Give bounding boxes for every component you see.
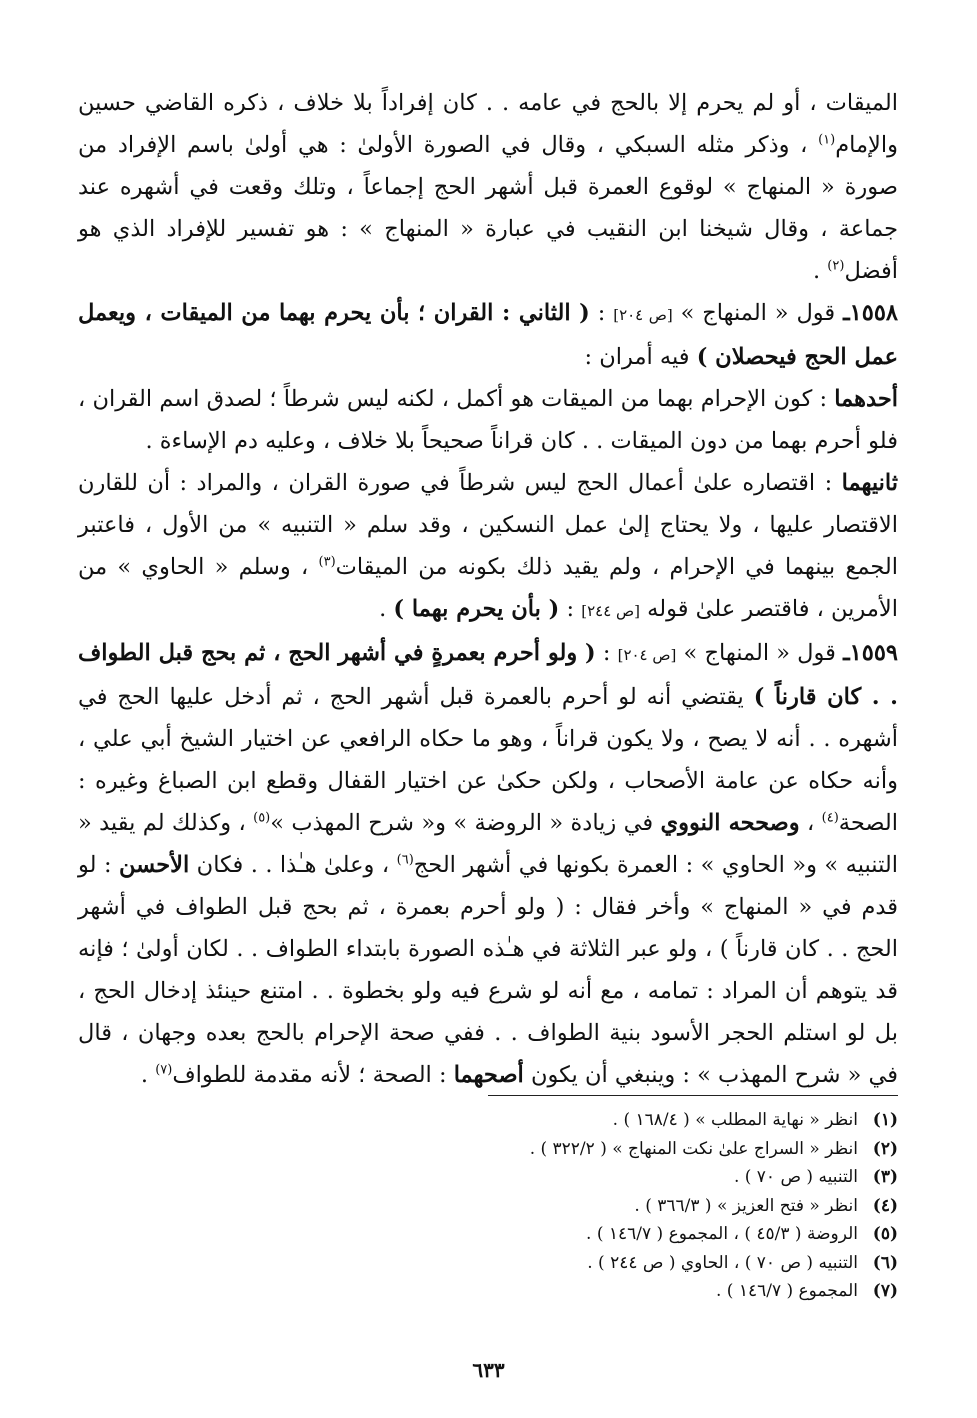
keyword-heading: أحدهما <box>834 386 898 412</box>
footnote-text: انظر « السراج علىٰ نكت المنهاج » ( ٣٢٢/٢ ) . <box>529 1138 858 1159</box>
page-reference: [ص ٢٠٤] <box>613 306 673 324</box>
text-run: ، وكذلك لم يقيد « التنبيه » و« الحاوي » : العمرة بكونها في أشهر الحج <box>78 810 898 878</box>
footnote-ref-7[interactable]: (٧) <box>155 1062 173 1078</box>
footnote-4 <box>78 1192 898 1221</box>
text-run: ، وعلىٰ هـٰذا . . فكان <box>189 852 397 878</box>
text-run: قول « المنهاج » <box>676 640 844 666</box>
footnote-text: انظر « فتح العزيز » ( ٣٦٦/٣ ) . <box>634 1195 858 1216</box>
keyword-heading: ثانيهما <box>841 470 898 496</box>
text-run: : كون الإحرام بهما من الميقات هو أكمل ، لكنه ليس شرطاً ؛ لصدق اسم القران ، فلو أحرم بهما من دون الميقات . . كان قراناً صحيحاً بلا خلاف ، وعليه دم الإساءة . <box>78 386 898 454</box>
page-reference: [ص ٢٤٤] <box>581 602 641 620</box>
footnote-number: (٢) <box>872 1138 898 1159</box>
footnote-number: (١) <box>872 1110 898 1130</box>
footnote-6 <box>78 1249 898 1278</box>
paragraph-second-point <box>78 462 898 632</box>
footnote-1 <box>78 1106 898 1135</box>
text-run: . <box>812 258 828 284</box>
paragraph-first-point <box>78 378 898 462</box>
footnote-text: الروضة ( ٤٥/٣ ) ، المجموع ( ١٤٦/٧ ) . <box>586 1224 858 1244</box>
footnote-ref-4[interactable]: (٤) <box>821 810 839 826</box>
quoted-matn: ( بأن يحرم بهما ) <box>393 596 560 622</box>
footnote-number: (٤) <box>872 1195 898 1216</box>
paragraph-1559 <box>78 632 898 1096</box>
footnote-text: التنبيه ( ص ٧٠ ) . <box>733 1167 858 1187</box>
footnote-ref-3[interactable]: (٣) <box>318 554 336 570</box>
footnote-text: انظر « نهاية المطلب » ( ١٦٨/٤ ) . <box>612 1110 858 1130</box>
keyword-bold: أصحهما <box>453 1062 524 1088</box>
paragraph-1 <box>78 82 898 292</box>
text-run: ، <box>799 810 822 836</box>
footnotes <box>78 1095 898 1306</box>
text-run: فيه أمران : <box>584 344 697 370</box>
quoted-matn: ( ولو أحرم بعمرةٍ في أشهر الحج ، ثم بحج قبل الطواف . . كان قارناً ) <box>77 640 898 710</box>
footnote-text: التنبيه ( ص ٧٠ ) ، الحاوي ( ص ٢٤٤ ) . <box>587 1252 858 1273</box>
footnote-number: (٣) <box>872 1167 898 1187</box>
text-run: : لو قدم في « المنهاج » وأخر فقال : ( ولو أحرم بعمرة ، ثم بحج قبل الطواف في أشهر الحج . . كان قارناً ) ، ولو عبر الثلاثة في هـٰذه الصورة بابتداء الطواف . . لكان أولىٰ ؛ فإنه قد يتوهم أن المراد : تمامه ، مع أنه لو شرع فيه ولو بخطوة . . امتنع حينئذ إدخال الحج ، بل لو استلم الحجر الأسود بنية الطواف . . ففي صحة الإحرام بالحج بعده وجهان ، قال في « شرح المهذب » : وينبغي أن يكون <box>78 852 898 1088</box>
text-run: ، وسلم « الحاوي » من الأمرين ، فاقتصر علىٰ قوله <box>78 554 898 622</box>
text-run: : الصحة ؛ لأنه مقدمة للطواف <box>172 1062 454 1088</box>
text-run: قول « المنهاج » <box>672 300 844 326</box>
text-run: الميقات ، أو لم يحرم إلا بالحج في عامه . . كان إفراداً بلا خلاف ، ذكره القاضي حسين والإمام <box>78 90 898 158</box>
footnote-7 <box>78 1277 898 1306</box>
keyword-bold: الأحسن <box>119 852 190 878</box>
text-run: في زيادة « الروضة » و« شرح المهذب » <box>270 810 661 836</box>
page-reference: [ص ٢٠٤] <box>617 646 677 664</box>
footnote-5 <box>78 1220 898 1249</box>
footnote-ref-6[interactable]: (٦) <box>396 852 414 868</box>
footnote-ref-2[interactable]: (٢) <box>827 258 845 274</box>
footnote-number: (٥) <box>872 1224 898 1244</box>
text-run: : اقتصاره علىٰ أعمال الحج ليس شرطاً في صورة القران ، والمراد : أن للقارن الاقتصار عليها ، ولا يحتاج إلىٰ عمل النسكين ، وقد سلم « التنبيه » من الأول ، فاعتبر الجمع بينهما في الإحرام ، ولم يقيد ذلك بكونه من الميقات <box>78 470 898 580</box>
footnote-ref-1[interactable]: (١) <box>818 132 836 148</box>
page-number: ٦٣٣ <box>472 1358 505 1382</box>
keyword-bold: وصححه النووي <box>660 810 800 836</box>
text-run: : <box>595 640 618 666</box>
text-run: ، وذكر مثله السبكي ، وقال في الصورة الأولىٰ : هي أولىٰ باسم الإفراد من صورة « المنهاج » لوقوع العمرة قبل أشهر الحج إجماعاً ، وتلك وقعت في أشهره عند جماعة ، وقال شيخنا ابن النقيب في عبارة « المنهاج » : هو تفسير للإفراد الذي هو أفضل <box>78 132 898 284</box>
text-run: : <box>589 300 614 326</box>
text-run: . <box>379 596 394 622</box>
footnote-text: المجموع ( ١٤٦/٧ ) . <box>715 1281 858 1301</box>
paragraph-1558 <box>78 292 898 378</box>
footnote-number: (٧) <box>872 1281 898 1301</box>
text-run: يقتضي أنه لو أحرم بالعمرة قبل أشهر الحج ، ثم أدخل عليها الحج في أشهره . . أنه لا يصح ، ولا يكون قراناً ، وهو ما حكاه الرافعي عن اختيار الشيخ أبي علي ، وأنه حكاه عن عامة الأصحاب ، ولكن حكىٰ عن اختيار القفال وقطع ابن الصباغ وغيره : الصحة <box>78 684 898 836</box>
footnote-number: (٦) <box>872 1252 898 1273</box>
text-run: : <box>559 596 582 622</box>
footnote-divider <box>488 1095 898 1096</box>
footnote-3 <box>78 1163 898 1192</box>
quoted-matn: ( الثاني : القران ؛ بأن يحرم بهما من الميقات ، ويعمل عمل الحج فيحصلان ) <box>78 300 898 370</box>
footnote-ref-5[interactable]: (٥) <box>253 810 271 826</box>
text-run: . <box>140 1062 156 1088</box>
entry-number-1559: ١٥٥٩ـ <box>843 640 898 666</box>
main-text <box>78 82 898 1096</box>
footnote-2 <box>78 1135 898 1164</box>
entry-number-1558: ١٥٥٨ـ <box>843 300 899 326</box>
